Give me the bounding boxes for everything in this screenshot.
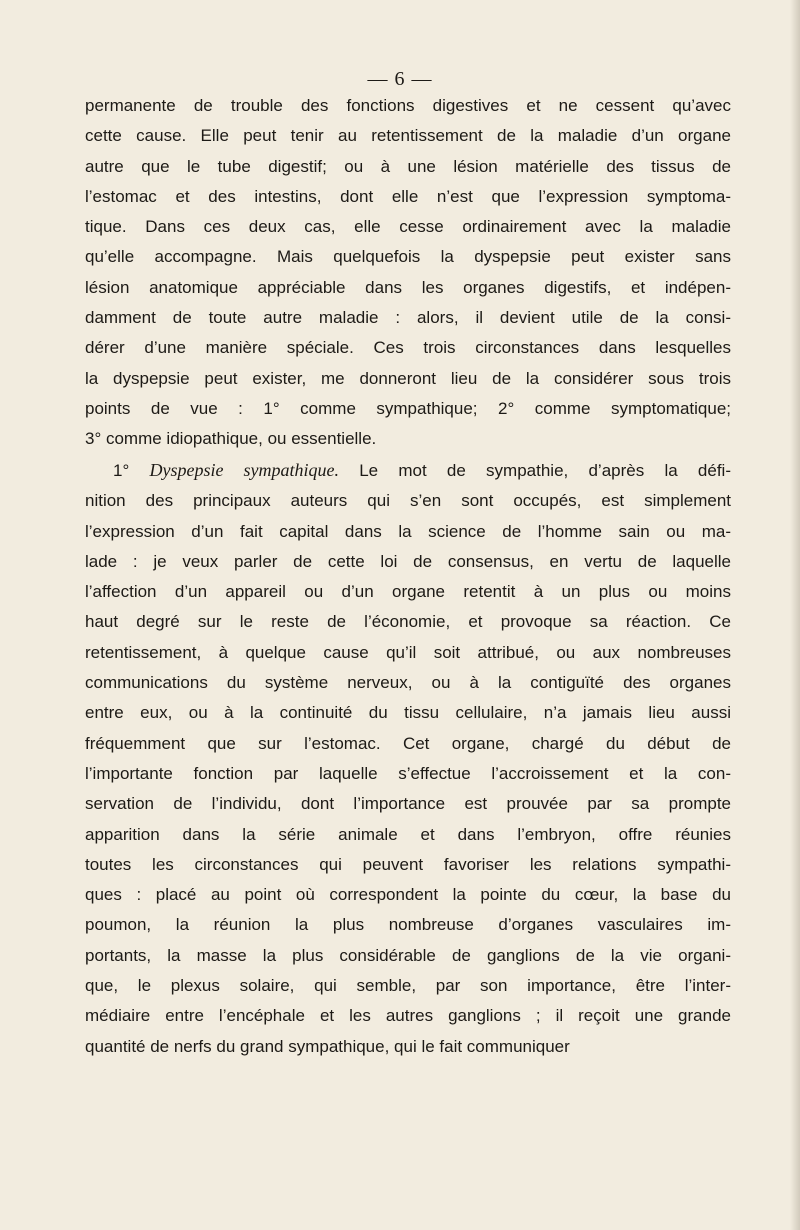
paragraph-2: [85, 455, 731, 1062]
text-line: quantité de nerfs du grand sympathique, qui le fait communiquer: [85, 1036, 570, 1056]
text-line: lade : je veux parler de cette loi de consensus, en vertu de laquelle: [85, 551, 731, 571]
text-line: lésion anatomique appréciable dans les organes digestifs, et indépen-: [85, 277, 731, 297]
text-line: portants, la masse la plus considérable de ganglions de la vie organi-: [85, 945, 731, 965]
text-line: l’estomac et des intestins, dont elle n’est que l’expression symptoma-: [85, 186, 731, 206]
text-line: communications du système nerveux, ou à la contiguïté des organes: [85, 673, 731, 693]
text-line: permanente de trouble des fonctions digestives et ne cessent qu’avec: [85, 96, 731, 115]
text-line: l’importante fonction par laquelle s’effectue l’accroissement et la con-: [85, 763, 731, 783]
text-line: 3° comme idiopathique, ou essentielle.: [85, 429, 377, 449]
text-line: tique. Dans ces deux cas, elle cesse ordinairement avec la maladie: [85, 217, 731, 237]
section-number: 1°: [113, 461, 130, 480]
text-line: apparition dans la série animale et dans l’embryon, offre réunies: [85, 824, 731, 844]
text-line: haut degré sur le reste de l’économie, et provoque sa réaction. Ce: [85, 612, 731, 632]
text-line: fréquemment que sur l’estomac. Cet organe, chargé du début de: [85, 733, 731, 753]
section-title: Dyspepsie sympathique.: [149, 460, 339, 480]
text-line: damment de toute autre maladie : alors, il devient utile de la consi-: [85, 308, 731, 328]
text-line: autre que le tube digestif; ou à une lésion matérielle des tissus de: [85, 156, 731, 176]
text-line: que, le plexus solaire, qui semble, par son importance, être l’inter-: [85, 976, 731, 996]
text-line: cette cause. Elle peut tenir au retentissement de la maladie d’un organe: [85, 126, 731, 146]
text-run: Le mot de sympathie, d’après la défi-: [359, 461, 731, 480]
text-line: points de vue : 1° comme sympathique; 2° comme symptomatique;: [85, 398, 731, 418]
paragraph-1: [85, 91, 731, 455]
text-line: dérer d’une manière spéciale. Ces trois circonstances dans lesquelles: [85, 338, 731, 358]
text-line: ques : placé au point où correspondent la pointe du cœur, la base du: [85, 885, 731, 905]
page-edge-shadow: [790, 0, 800, 1230]
text-line: poumon, la réunion la plus nombreuse d’organes vasculaires im-: [85, 915, 731, 935]
text-line: nition des principaux auteurs qui s’en sont occupés, est simplement: [85, 491, 731, 511]
text-line: entre eux, ou à la continuité du tissu cellulaire, n’a jamais lieu aussi: [85, 703, 731, 723]
text-line: l’expression d’un fait capital dans la science de l’homme sain ou ma-: [85, 521, 731, 541]
text-line: l’affection d’un appareil ou d’un organe retentit à un plus ou moins: [85, 582, 731, 602]
text-line: servation de l’individu, dont l’importance est prouvée par sa prompte: [85, 794, 731, 814]
text-line: qu’elle accompagne. Mais quelquefois la dyspepsie peut exister sans: [85, 247, 731, 267]
page-number: — 6 —: [367, 68, 433, 90]
text-line: retentissement, à quelque cause qu’il soit attribué, ou aux nombreuses: [85, 642, 731, 662]
text-line: médiaire entre l’encéphale et les autres ganglions ; il reçoit une grande: [85, 1006, 731, 1026]
section-heading-line: [85, 455, 731, 486]
text-line: toutes les circonstances qui peuvent favoriser les relations sympathi-: [85, 854, 731, 874]
text-line: la dyspepsie peut exister, me donneront lieu de la considérer sous trois: [85, 368, 731, 388]
